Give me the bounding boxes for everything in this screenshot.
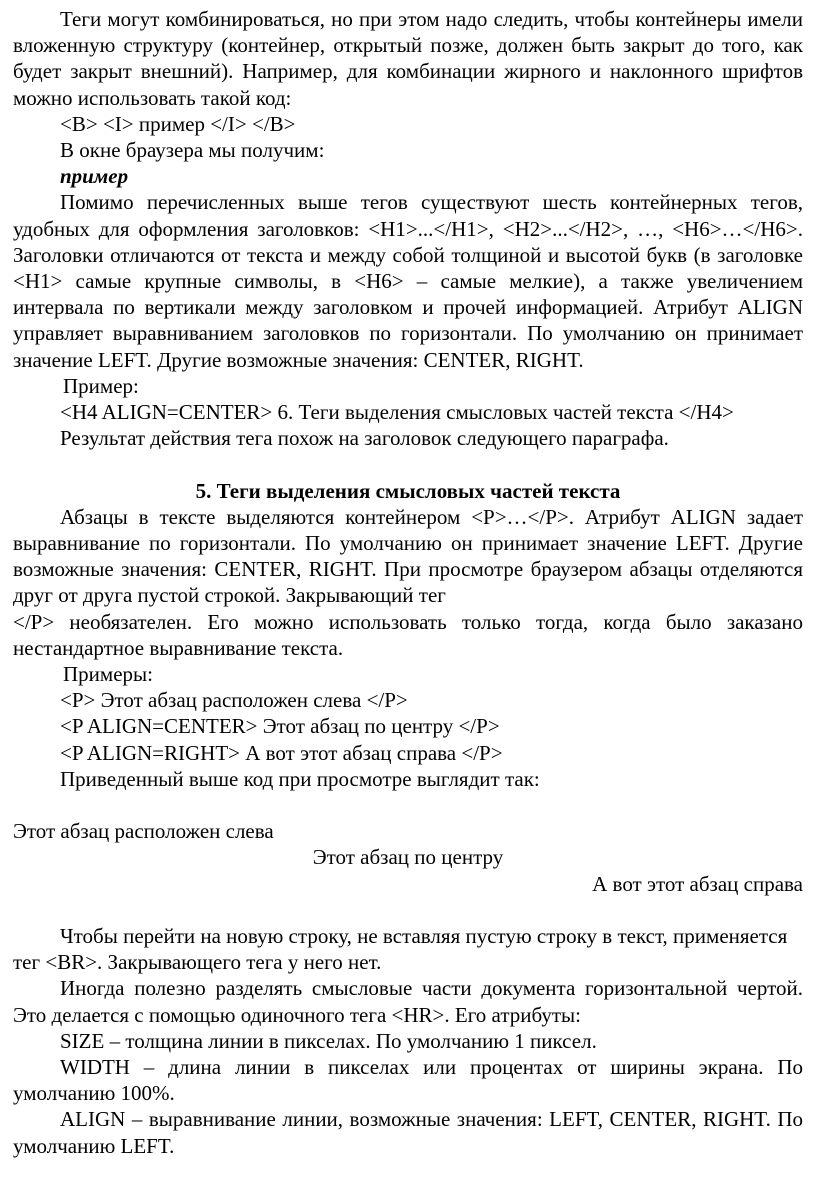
example-bold-italic: пример xyxy=(60,164,129,189)
paragraph-h4-result: Результат действия тега похож на заголовок следующего параграфа. xyxy=(60,426,669,451)
code-p-right: <P ALIGN=RIGHT> А вот этот абзац справа </P> xyxy=(60,740,503,765)
code-h4: <H4 ALIGN=CENTER> 6. Теги выделения смысловых частей текста </H4> xyxy=(60,400,734,425)
demo-left-paragraph: Этот абзац расположен слева xyxy=(13,819,274,844)
paragraph-hr: Иногда полезно разделять смысловые части документа горизонтальной чертой. Это делается с помощью одиночного тега <HR>. Его атрибуты: xyxy=(13,976,803,1027)
demo-right-paragraph: А вот этот абзац справа xyxy=(592,871,803,896)
code-p-center: <P ALIGN=CENTER> Этот абзац по центру </P> xyxy=(60,714,500,739)
paragraph-hr-width: WIDTH – длина линии в пикселах или процентах от ширины экрана. По умолчанию 100%. xyxy=(13,1055,803,1106)
section-heading: 5. Теги выделения смысловых частей текста xyxy=(195,478,621,503)
examples-label: Примеры: xyxy=(63,662,153,687)
paragraph-hr-align: ALIGN – выравнивание линии, возможные значения: LEFT, CENTER, RIGHT. По умолчанию LEFT. xyxy=(13,1107,803,1158)
paragraph-p-close: </P> необязателен. Его можно использовать только тогда, когда было заказано нестандартное выравнивание текста. xyxy=(13,609,803,660)
paragraph-p-tag: Абзацы в тексте выделяются контейнером <P>…</P>. Атрибут ALIGN задает выравнивание по горизонтали. По умолчанию он принимает значение LEFT. Другие возможные значения: CENTER, RIGHT. При просмотре браузером абзацы отделяются друг от друга пустой строкой. Закрывающий тег xyxy=(13,504,803,608)
paragraph-browser-result: В окне браузера мы получим: xyxy=(60,138,325,163)
paragraph-code-view: Приведенный выше код при просмотре выглядит так: xyxy=(60,766,540,791)
code-bold-italic: <B> <I> пример </I> </B> xyxy=(60,111,296,136)
spacer xyxy=(13,897,803,923)
paragraph-headings: Помимо перечисленных выше тегов существуют шесть контейнерных тегов, удобных для оформления заголовков: <H1>...</H1>, <H2>...</H2>, …, <H6>…</H6>. Заголовки отличаются от текста и между собой толщиной и высотой букв (в заголовке <H1> самые крупные символы, в <H6> – самые мелкие), а также увеличением интервала по вертикали между заголовком и прочей информацией. Атрибут ALIGN управляет выравниванием заголовков по горизонтали. По умолчанию он принимает значение LEFT. Другие возможные значения: CENTER, RIGHT. xyxy=(13,190,803,372)
example-label: Пример: xyxy=(63,373,139,398)
demo-center-paragraph: Этот абзац по центру xyxy=(312,845,504,870)
spacer xyxy=(13,451,803,477)
document-page xyxy=(13,6,803,1159)
paragraph-br: Чтобы перейти на новую строку, не вставляя пустую строку в текст, применяется тег <BR>. Закрывающего тега у него нет. xyxy=(13,924,788,975)
paragraph-nesting: Теги могут комбинироваться, но при этом надо следить, чтобы контейнеры имели вложенную структуру (контейнер, открытый позже, должен быть закрыт до того, как будет закрыт внешний). Например, для комбинации жирного и наклонного шрифтов можно использовать такой код: xyxy=(13,7,803,110)
paragraph-hr-size: SIZE – толщина линии в пикселах. По умолчанию 1 пиксел. xyxy=(60,1028,597,1053)
code-p-left: <P> Этот абзац расположен слева </P> xyxy=(60,688,408,713)
spacer xyxy=(13,792,803,818)
